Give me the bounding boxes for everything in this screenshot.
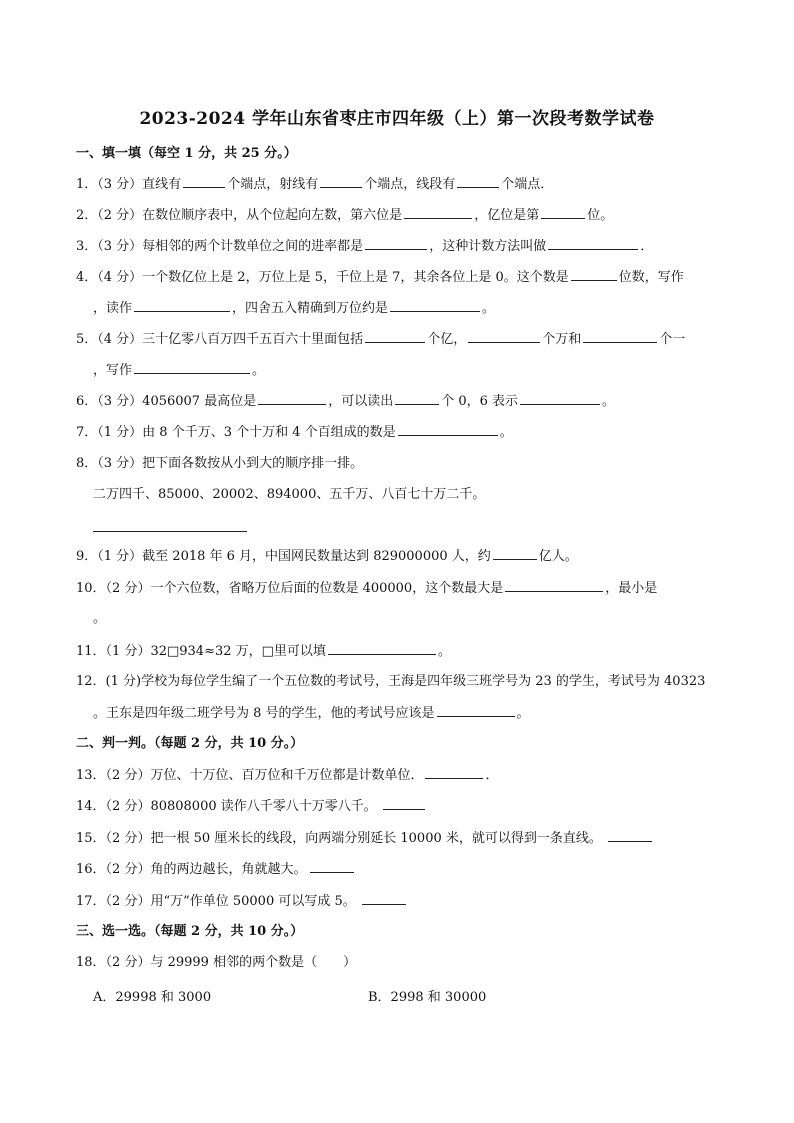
- answer-blank[interactable]: [468, 330, 540, 343]
- answer-blank[interactable]: [365, 330, 425, 343]
- question-16: 16．（2 分）角的两边越长，角就越大。: [76, 860, 726, 879]
- option-b[interactable]: B．2998 和 30000: [368, 990, 487, 1005]
- answer-blank[interactable]: [183, 175, 225, 188]
- answer-blank[interactable]: [437, 704, 515, 717]
- question-3: 3．（3 分）每相邻的两个计数单位之间的进率都是 ，这种计数方法叫做 ．: [76, 239, 654, 254]
- section-1-heading: 一、填一填（每空 1 分，共 25 分。）: [76, 146, 297, 161]
- answer-blank[interactable]: [134, 361, 250, 374]
- question-7: 7．（1 分）由 8 个千万、3 个十万和 4 个百组成的数是 。: [76, 425, 513, 440]
- answer-blank[interactable]: [390, 299, 480, 312]
- question-1: 1．（3 分）直线有 个端点，射线有 个端点，线段有 个端点．: [76, 177, 554, 192]
- question-14: 14．（2 分）80808000 读作八千零八十万零八千。: [76, 797, 726, 816]
- question-17: 17．（2 分）用“万”作单位 50000 可以写成 5。: [76, 892, 726, 911]
- answer-blank[interactable]: [258, 392, 326, 405]
- question-18: 18．（2 分）与 29999 相邻的两个数是（ ）: [76, 955, 357, 970]
- question-4: 4．（4 分）一个数亿位上是 2，万位上是 5，千位上是 7，其余各位上是 0。这个数是 位数，写作: [76, 270, 684, 285]
- answer-blank[interactable]: [362, 892, 406, 905]
- answer-blank[interactable]: [395, 392, 439, 405]
- answer-blank[interactable]: [457, 175, 499, 188]
- answer-blank[interactable]: [310, 860, 354, 873]
- answer-blank[interactable]: [548, 237, 638, 250]
- question-13: 13．（2 分）万位、十万位、百万位和千万位都是计数单位． ．: [76, 768, 499, 783]
- answer-blank[interactable]: [383, 797, 425, 810]
- answer-blank[interactable]: [328, 642, 436, 655]
- section-2-heading: 二、判一判。（每题 2 分，共 10 分。）: [76, 736, 304, 751]
- answer-blank[interactable]: [320, 175, 362, 188]
- question-12-continued: 。王东是四年级二班学号为 8 号的学生，他的考试号应该是 。: [93, 706, 530, 721]
- question-6: 6．（3 分）4056007 最高位是 ，可以读出 个 0，6 表示 。: [76, 394, 616, 409]
- question-5: 5．（4 分）三十亿零八百万四千五百六十里面包括 个亿， 个万和 个一: [76, 332, 686, 347]
- question-15: 15．（2 分）把一根 50 厘米长的线段，向两端分别延长 10000 米，就可以得到一条直线。: [76, 829, 726, 848]
- answer-blank[interactable]: [398, 423, 498, 436]
- question-12: 12．(1 分)学校为每位学生编了一个五位数的考试号，王海是四年级三班学号为 23 的学生，考试号为 40323: [76, 674, 706, 689]
- question-5-continued: ，写作 。: [93, 363, 266, 378]
- question-11: 11．（1 分）32□934≈32 万，□里可以填 。: [76, 644, 451, 659]
- answer-blank[interactable]: [608, 829, 652, 842]
- section-3-heading: 三、选一选。（每题 2 分，共 10 分。）: [76, 924, 304, 939]
- answer-blank[interactable]: [134, 299, 230, 312]
- answer-blank[interactable]: [505, 579, 603, 592]
- question-4-continued: ，读作 ，四舍五入精确到万位约是 。: [93, 301, 496, 316]
- answer-blank[interactable]: [365, 237, 427, 250]
- question-9: 9．（1 分）截至 2018 年 6 月，中国网民数量达到 829000000 人，约 亿人。: [76, 549, 578, 564]
- answer-blank[interactable]: [404, 206, 472, 219]
- answer-blank[interactable]: [541, 206, 585, 219]
- question-2: 2．（2 分）在数位顺序表中，从个位起向左数，第六位是 ，亿位是第 位。: [76, 208, 614, 223]
- exam-title: 2023-2024 学年山东省枣庄市四年级（上）第一次段考数学试卷: [139, 109, 655, 129]
- question-10: 10．（2 分）一个六位数，省略万位后面的位数是 400000，这个数最大是 ，最小是: [76, 581, 658, 596]
- answer-blank[interactable]: [583, 330, 657, 343]
- option-a[interactable]: A．29998 和 3000: [93, 990, 212, 1005]
- question-8-numbers: 二万四千、85000、20002、894000、五千万、八百七十万二千。: [93, 487, 486, 502]
- answer-blank[interactable]: [425, 766, 483, 779]
- answer-blank[interactable]: [520, 392, 600, 405]
- answer-line[interactable]: [93, 531, 247, 532]
- question-10-continued: 。: [93, 611, 107, 626]
- answer-blank[interactable]: [571, 268, 617, 281]
- question-8: 8．（3 分）把下面各数按从小到大的顺序排一排。: [76, 456, 364, 471]
- answer-blank[interactable]: [493, 547, 537, 560]
